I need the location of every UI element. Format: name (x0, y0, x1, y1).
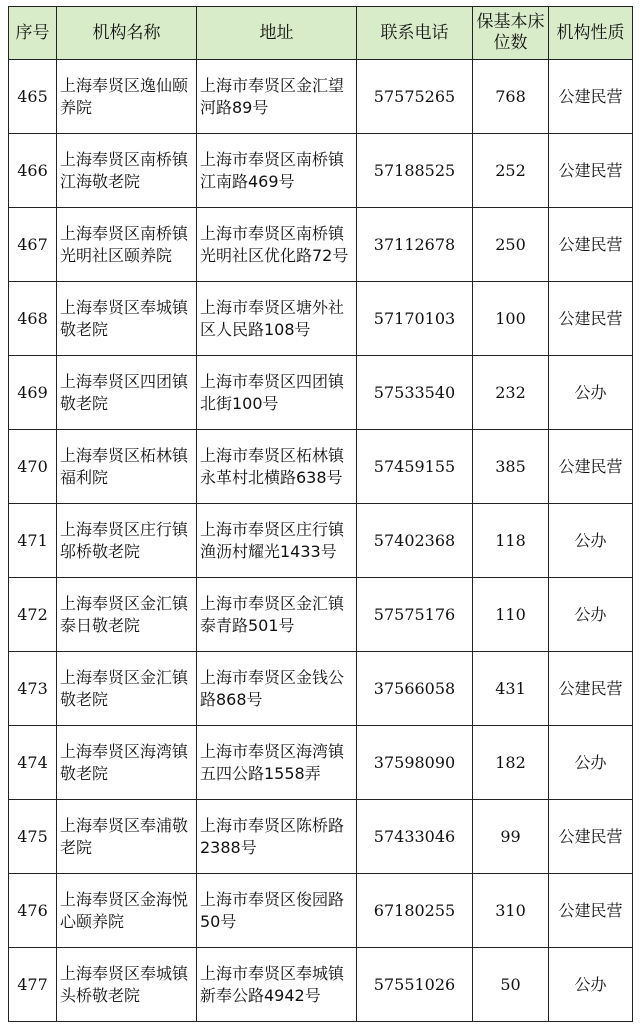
header-row (9, 7, 633, 60)
table-row (9, 800, 633, 874)
cell-beds: 431 (473, 652, 549, 726)
cell-type: 公建民营 (549, 282, 633, 356)
cell-address: 上海市奉贤区海湾镇五四公路1558弄 (197, 726, 357, 800)
cell-address: 上海市奉贤区陈桥路2388号 (197, 800, 357, 874)
table-row (9, 60, 633, 134)
cell-no: 468 (9, 282, 57, 356)
header-type: 机构性质 (549, 7, 633, 60)
cell-type: 公建民营 (549, 652, 633, 726)
cell-beds: 182 (473, 726, 549, 800)
institution-table (8, 6, 633, 1022)
cell-address: 上海市奉贤区南桥镇光明社区优化路72号 (197, 208, 357, 282)
cell-beds: 768 (473, 60, 549, 134)
table-row (9, 948, 633, 1022)
cell-type: 公建民营 (549, 874, 633, 948)
table-row (9, 356, 633, 430)
cell-phone: 37598090 (357, 726, 473, 800)
cell-beds: 99 (473, 800, 549, 874)
cell-no: 474 (9, 726, 57, 800)
cell-name: 上海奉贤区金汇镇泰日敬老院 (57, 578, 197, 652)
cell-address: 上海市奉贤区金钱公路868号 (197, 652, 357, 726)
cell-name: 上海奉贤区庄行镇邬桥敬老院 (57, 504, 197, 578)
cell-address: 上海市奉贤区金汇望河路89号 (197, 60, 357, 134)
table-row (9, 282, 633, 356)
cell-name: 上海奉贤区南桥镇江海敬老院 (57, 134, 197, 208)
cell-type: 公建民营 (549, 430, 633, 504)
table-row (9, 874, 633, 948)
cell-address: 上海市奉贤区金汇镇泰青路501号 (197, 578, 357, 652)
table-body (9, 60, 633, 1022)
cell-name: 上海奉贤区海湾镇敬老院 (57, 726, 197, 800)
cell-beds: 310 (473, 874, 549, 948)
cell-type: 公建民营 (549, 800, 633, 874)
cell-type: 公办 (549, 948, 633, 1022)
cell-phone: 67180255 (357, 874, 473, 948)
cell-phone: 37112678 (357, 208, 473, 282)
cell-beds: 385 (473, 430, 549, 504)
cell-beds: 110 (473, 578, 549, 652)
table-row (9, 726, 633, 800)
cell-name: 上海奉贤区金海悦心颐养院 (57, 874, 197, 948)
header-address: 地址 (197, 7, 357, 60)
cell-beds: 118 (473, 504, 549, 578)
table-row (9, 504, 633, 578)
cell-no: 472 (9, 578, 57, 652)
cell-no: 473 (9, 652, 57, 726)
cell-type: 公办 (549, 356, 633, 430)
cell-beds: 50 (473, 948, 549, 1022)
cell-type: 公办 (549, 726, 633, 800)
table-header (9, 7, 633, 60)
cell-address: 上海市奉贤区柘林镇永革村北横路638号 (197, 430, 357, 504)
cell-beds: 250 (473, 208, 549, 282)
cell-beds: 252 (473, 134, 549, 208)
cell-no: 470 (9, 430, 57, 504)
cell-phone: 57433046 (357, 800, 473, 874)
cell-no: 471 (9, 504, 57, 578)
cell-phone: 57188525 (357, 134, 473, 208)
cell-type: 公建民营 (549, 134, 633, 208)
cell-no: 466 (9, 134, 57, 208)
cell-type: 公办 (549, 578, 633, 652)
cell-phone: 37566058 (357, 652, 473, 726)
cell-beds: 232 (473, 356, 549, 430)
cell-phone: 57575176 (357, 578, 473, 652)
cell-type: 公办 (549, 504, 633, 578)
header-phone: 联系电话 (357, 7, 473, 60)
header-no: 序号 (9, 7, 57, 60)
table-row (9, 652, 633, 726)
cell-name: 上海奉贤区奉城镇敬老院 (57, 282, 197, 356)
cell-address: 上海市奉贤区南桥镇江南路469号 (197, 134, 357, 208)
cell-address: 上海市奉贤区奉城镇新奉公路4942号 (197, 948, 357, 1022)
cell-no: 469 (9, 356, 57, 430)
cell-address: 上海市奉贤区塘外社区人民路108号 (197, 282, 357, 356)
header-name: 机构名称 (57, 7, 197, 60)
table-row (9, 578, 633, 652)
cell-name: 上海奉贤区金汇镇敬老院 (57, 652, 197, 726)
cell-name: 上海奉贤区奉浦敬老院 (57, 800, 197, 874)
cell-type: 公建民营 (549, 60, 633, 134)
table-row (9, 430, 633, 504)
cell-name: 上海奉贤区柘林镇福利院 (57, 430, 197, 504)
cell-name: 上海奉贤区四团镇敬老院 (57, 356, 197, 430)
cell-phone: 57575265 (357, 60, 473, 134)
cell-address: 上海市奉贤区四团镇北街100号 (197, 356, 357, 430)
header-beds (473, 7, 549, 60)
cell-type: 公建民营 (549, 208, 633, 282)
cell-no: 465 (9, 60, 57, 134)
cell-phone: 57402368 (357, 504, 473, 578)
cell-beds: 100 (473, 282, 549, 356)
cell-name: 上海奉贤区逸仙颐养院 (57, 60, 197, 134)
cell-phone: 57551026 (357, 948, 473, 1022)
cell-phone: 57533540 (357, 356, 473, 430)
table-row (9, 208, 633, 282)
cell-no: 475 (9, 800, 57, 874)
cell-phone: 57459155 (357, 430, 473, 504)
cell-name: 上海奉贤区奉城镇头桥敬老院 (57, 948, 197, 1022)
header-beds-label: 保基本床位数 (476, 12, 545, 53)
cell-name: 上海奉贤区南桥镇光明社区颐养院 (57, 208, 197, 282)
table-row (9, 134, 633, 208)
cell-no: 467 (9, 208, 57, 282)
cell-no: 477 (9, 948, 57, 1022)
cell-address: 上海市奉贤区庄行镇渔沥村耀光1433号 (197, 504, 357, 578)
cell-phone: 57170103 (357, 282, 473, 356)
cell-no: 476 (9, 874, 57, 948)
cell-address: 上海市奉贤区俊园路50号 (197, 874, 357, 948)
